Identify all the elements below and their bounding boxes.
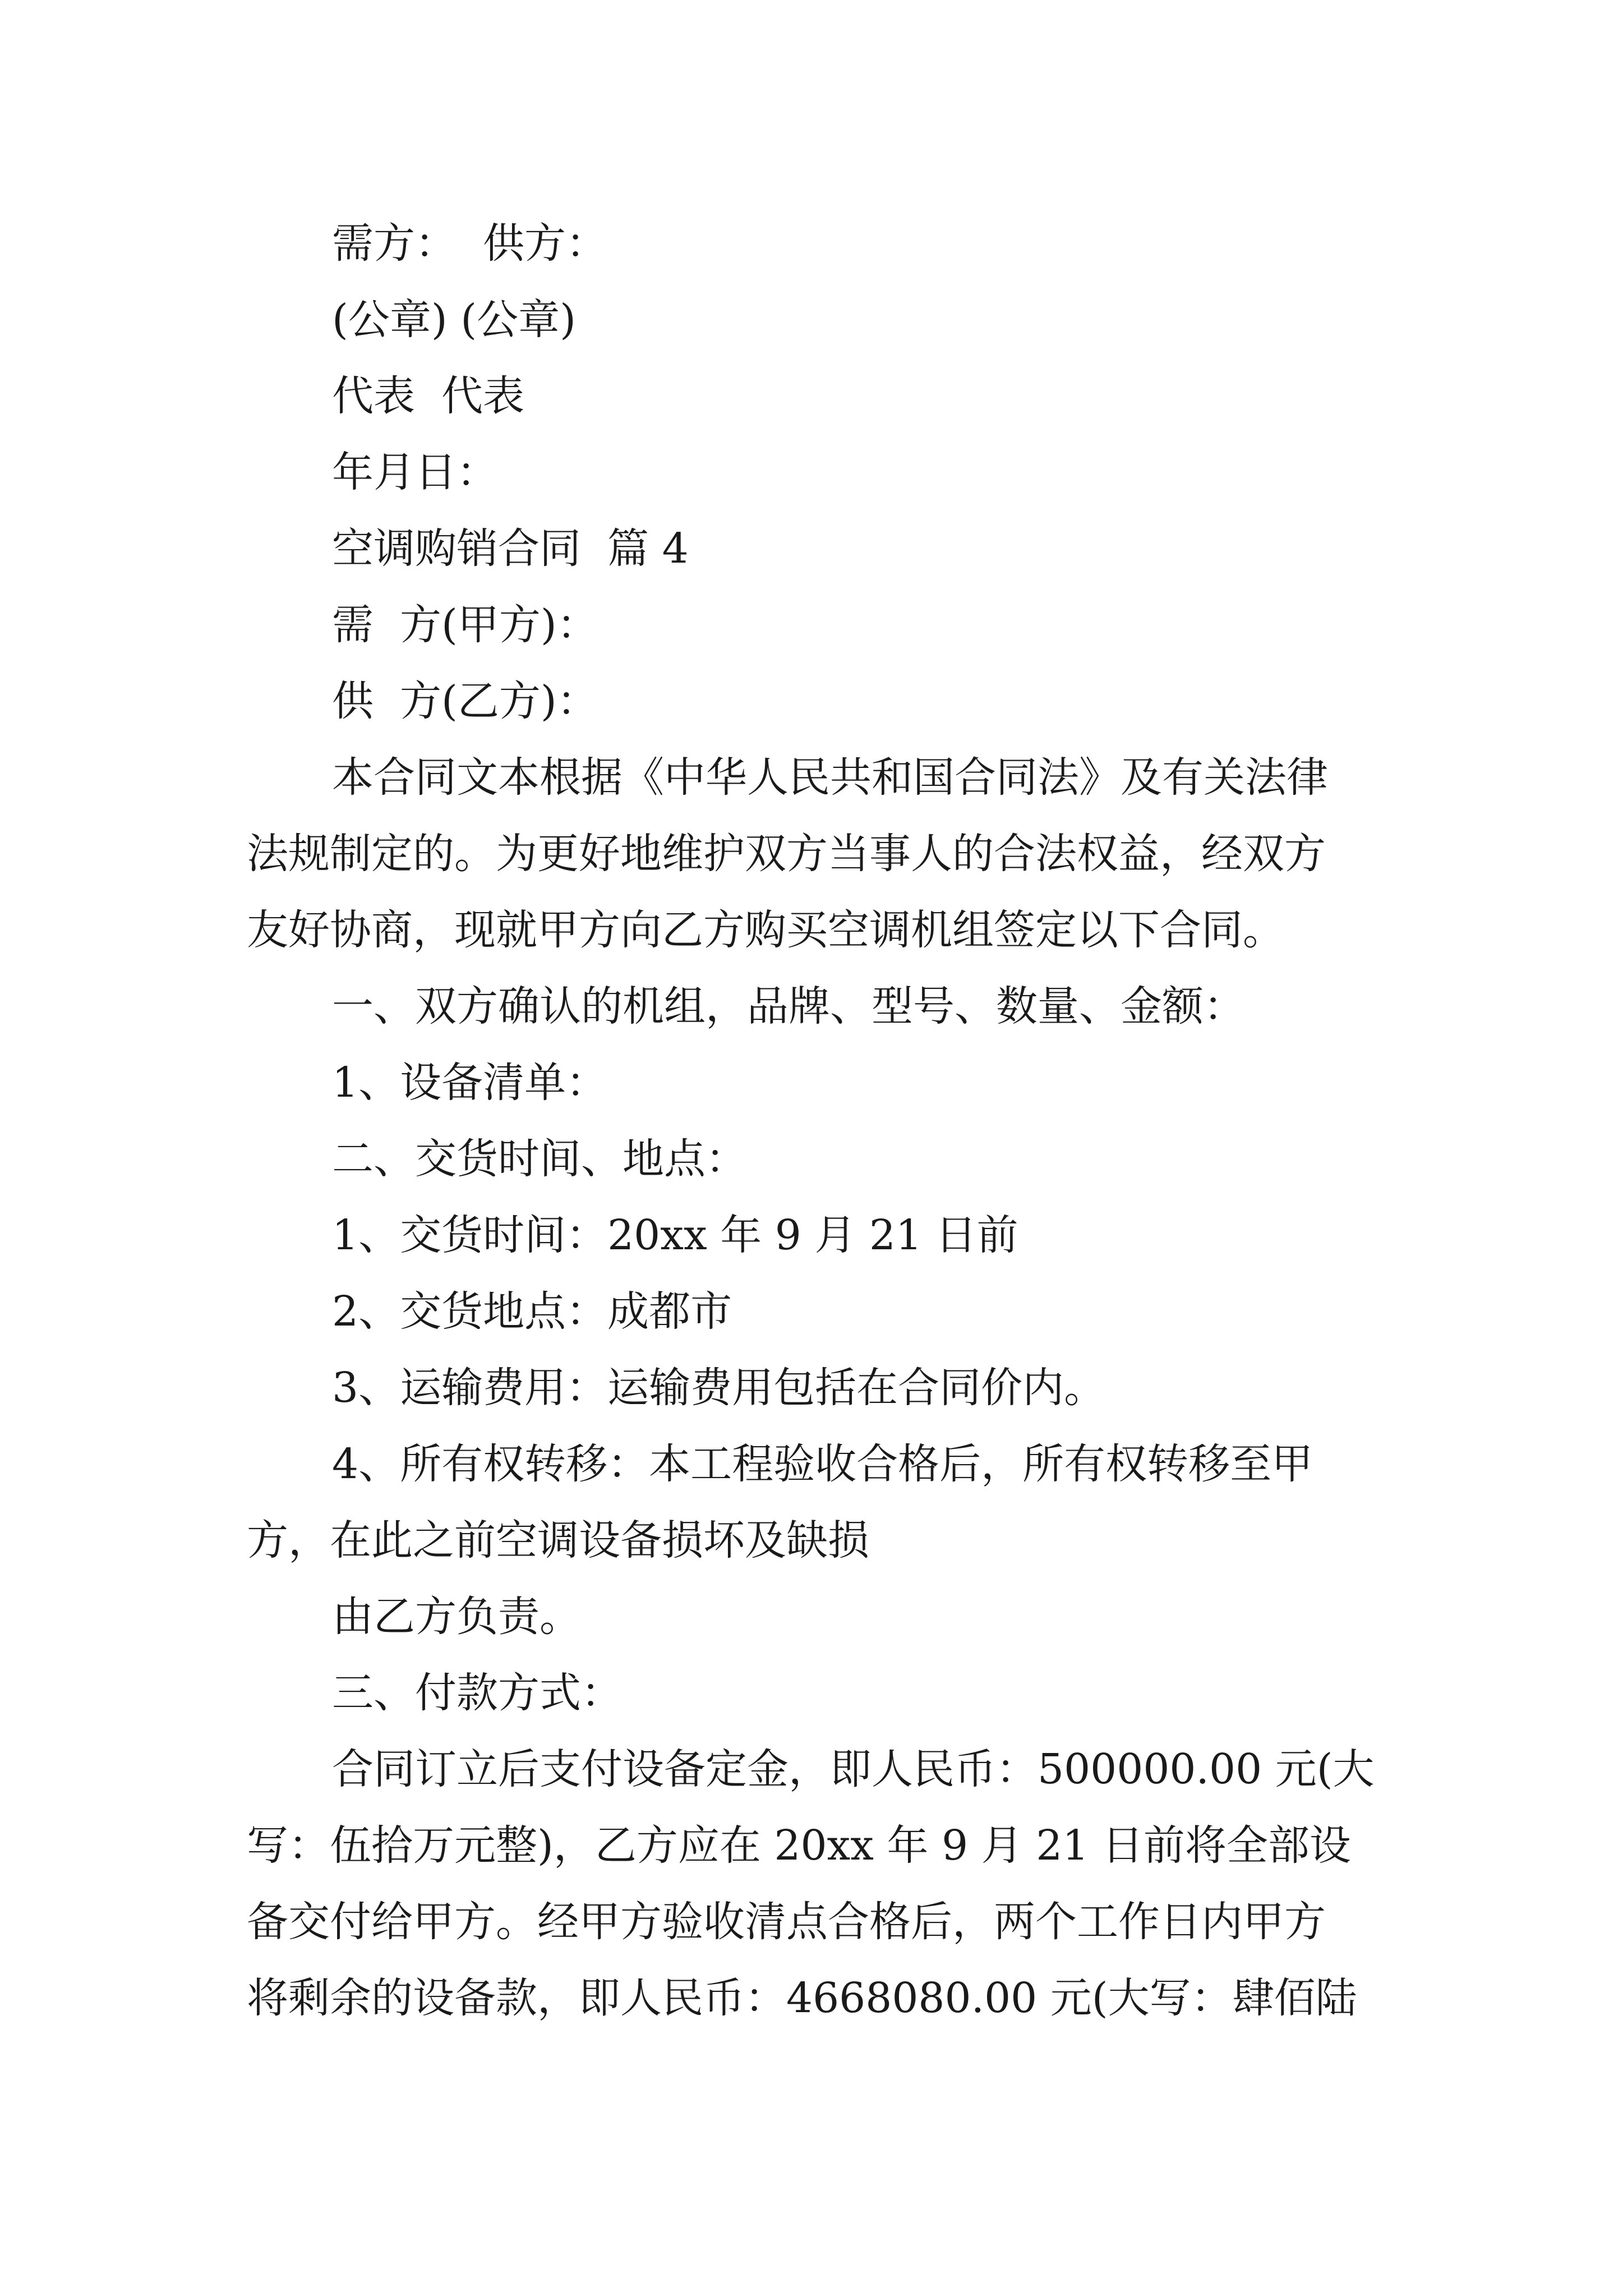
document-body [247, 205, 1380, 2036]
text-line: 需 方(甲方)： [332, 601, 598, 649]
clause-heading: 二、交货时间、地点： [332, 1135, 747, 1183]
text-line: 2、交货地点：成都市 [332, 1287, 732, 1336]
text-line: 1、交货时间：20xx 年 9 月 21 日前 [332, 1211, 1018, 1259]
paragraph-line: 备交付给甲方。经甲方验收清点合格后，两个工作日内甲方 [247, 1898, 1326, 1946]
paragraph-line: 将剩余的设备款，即人民币：4668080.00 元(大写：肆佰陆 [247, 1974, 1357, 2022]
text-line: 年月日： [332, 448, 498, 496]
paragraph-line: 合同订立后支付设备定金，即人民币：500000.00 元(大 [332, 1745, 1375, 1793]
paragraph-line: 4、所有权转移：本工程验收合格后，所有权转移至甲 [332, 1440, 1313, 1488]
text-line: 3、运输费用：运输费用包括在合同价内。 [332, 1364, 1106, 1412]
text-line: 1、设备清单： [332, 1059, 608, 1107]
text-line: 由乙方负责。 [332, 1593, 581, 1641]
paragraph-line: 本合同文本根据《中华人民共和国合同法》及有关法律 [332, 753, 1328, 802]
text-line: 代表 代表 [332, 372, 525, 420]
text-line: 供 方(乙方)： [332, 677, 598, 725]
clause-heading: 三、付款方式： [332, 1669, 623, 1717]
text-line: (公章) (公章) [332, 296, 577, 344]
paragraph-line: 写：伍拾万元整)，乙方应在 20xx 年 9 月 21 日前将全部设 [247, 1821, 1351, 1870]
section-heading: 空调购销合同 篇 4 [332, 524, 689, 573]
text-line: 需方： 供方： [332, 219, 608, 268]
paragraph-line: 法规制定的。为更好地维护双方当事人的合法权益，经双方 [247, 830, 1326, 878]
paragraph-line: 友好协商，现就甲方向乙方购买空调机组签定以下合同。 [247, 906, 1284, 954]
clause-heading: 一、双方确认的机组，品牌、型号、数量、金额： [332, 982, 1245, 1030]
paragraph-line: 方，在此之前空调设备损坏及缺损 [247, 1516, 869, 1565]
